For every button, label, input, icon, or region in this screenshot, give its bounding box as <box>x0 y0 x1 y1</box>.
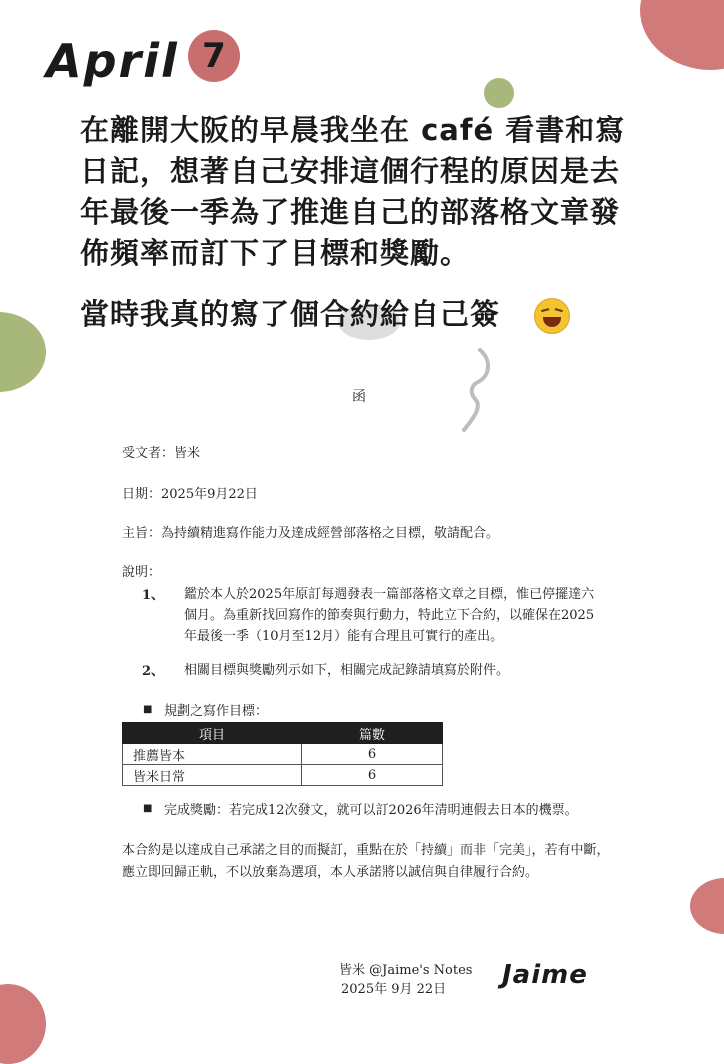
reward-text: 完成獎勵：若完成12次發文，就可以訂2026年清明連假去日本的機票。 <box>164 803 578 818</box>
item-number-2: 2、 <box>142 664 165 679</box>
signer-name: 皆米 @Jaime's Notes <box>339 963 473 978</box>
decorative-blob-right <box>690 878 724 934</box>
table-header-count: 篇數 <box>302 723 443 744</box>
handwritten-signature: Jaime <box>502 960 588 990</box>
item-text-2: 相關目標與獎勵列示如下，相關完成記錄請填寫於附件。 <box>184 663 510 678</box>
table-cell-count: 6 <box>302 744 443 765</box>
handwritten-line: 當時我真的寫了個合約給自己簽 <box>80 297 501 331</box>
decorative-dot-green <box>484 78 514 108</box>
handwritten-month: April <box>46 34 179 88</box>
table-cell-item: 皆米日常 <box>123 765 302 786</box>
squiggle-stroke-icon <box>450 346 500 436</box>
laughing-emoji-icon <box>534 298 570 334</box>
item-number-1: 1、 <box>142 588 165 603</box>
signing-date: 2025年 9月 22日 <box>341 982 447 997</box>
table-cell-count: 6 <box>302 765 443 786</box>
table-header-item: 項目 <box>123 723 302 744</box>
handwritten-day-badge: 7 <box>188 30 240 82</box>
letter-subject: 主旨：為持續精進寫作能力及達成經營部落格之目標，敬請配合。 <box>122 526 500 541</box>
table-row <box>123 765 443 786</box>
decorative-blob-bottom-left <box>0 984 46 1064</box>
closing-paragraph: 本合約是以達成自己承諾之目的而擬訂，重點在於「持續」而非「完美」，若有中斷，應立即回歸正軌，不以放棄為選項，本人承諾將以誠信與自律履行合約。 <box>122 843 610 880</box>
letter-title: 函 <box>352 389 366 405</box>
bullet-icon: ■ <box>143 803 153 814</box>
table-row <box>123 744 443 765</box>
letter-recipient: 受文者：皆米 <box>122 446 201 461</box>
decorative-blob-top-right <box>640 0 724 70</box>
goals-label: 規劃之寫作目標： <box>164 704 269 719</box>
item-text-1: 鑑於本人於2025年原訂每週發表一篇部落格文章之目標，惟已停擺達六個月。為重新找回寫作的節奏與行動力，特此立下合約，以確保在2025年最後一季（10月至12月）能有合理且可實行的產出。 <box>184 587 595 644</box>
bullet-icon: ■ <box>143 704 153 715</box>
explain-label: 說明： <box>122 565 162 580</box>
goals-table <box>122 722 443 786</box>
handwritten-paragraph: 在離開大阪的早晨我坐在 café 看書和寫日記，想著自己安排這個行程的原因是去年最後一季為了推進自己的部落格文章發佈頻率而訂下了目標和獎勵。 <box>80 113 626 270</box>
letter-date: 日期：2025年9月22日 <box>122 487 258 502</box>
decorative-blob-left <box>0 312 46 392</box>
table-cell-item: 推薦皆本 <box>123 744 302 765</box>
